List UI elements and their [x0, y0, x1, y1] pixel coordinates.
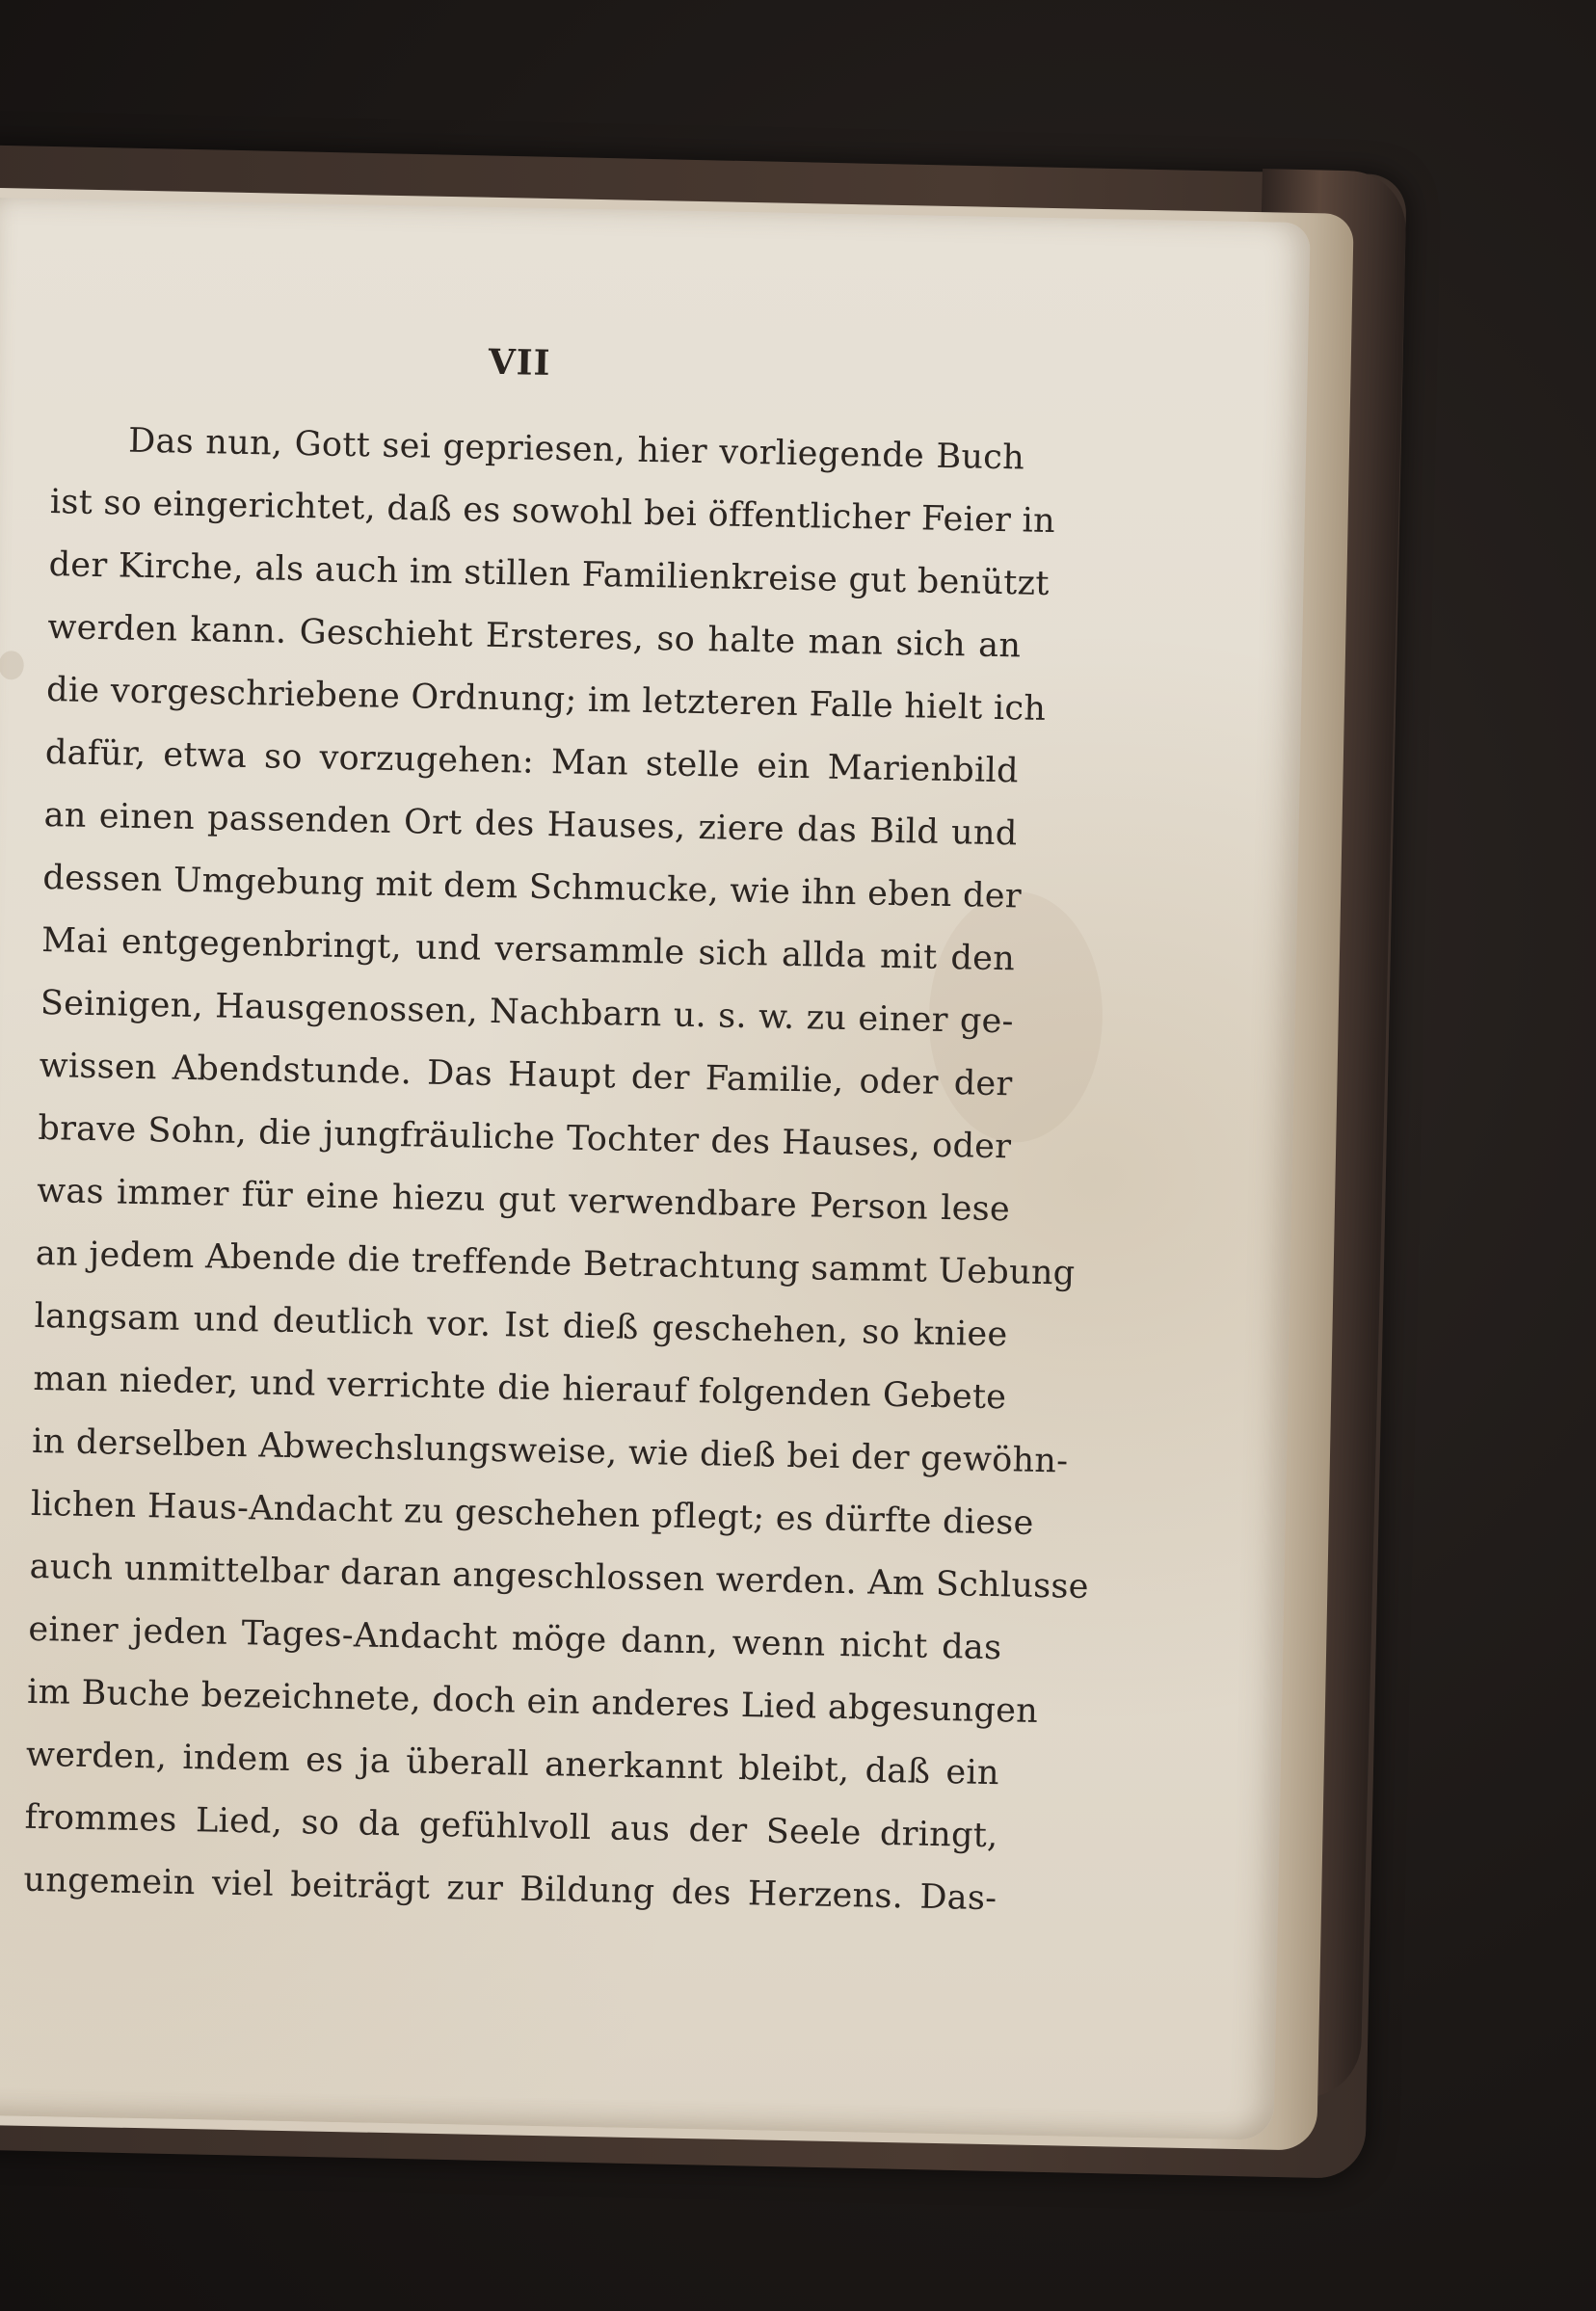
text-line: auch unmittelbar daran angeschlossen werden. Am Schlusse	[29, 1547, 1090, 1607]
text-line: die vorgeschriebene Ordnung; im letzteren Falle hielt ich	[45, 671, 1047, 729]
text-line: langsam und deutlich vor. Ist dieß geschehen, so kniee	[34, 1296, 1008, 1355]
page-stain	[0, 651, 24, 679]
text-line: im Buche bezeichnete, doch ein anderes Lied abgesungen	[26, 1672, 1039, 1731]
text-line: der Kirche, als auch im stillen Familienkreise gut benützt	[48, 545, 1051, 603]
text-line: in derselben Abwechslungsweise, wie dieß bei der gewöhn-	[31, 1421, 1069, 1481]
text-line: lichen Haus-Andacht zu geschehen pflegt; es dürfte diese	[30, 1484, 1034, 1543]
text-line: werden, indem es ja überall anerkannt bleibt, daß ein	[25, 1735, 1000, 1793]
text-line: man nieder, und verrichte die hierauf folgenden Gebete	[33, 1359, 1007, 1418]
text-line: Seinigen, Hausgenossen, Nachbarn u. s. w. zu einer ge-	[40, 983, 1015, 1042]
text-line: brave Sohn, die jungfräuliche Tochter des Hauses, oder	[38, 1108, 1012, 1167]
page-number: VII	[488, 341, 551, 384]
text-line: wissen Abendstunde. Das Haupt der Familie, oder der	[39, 1046, 1013, 1104]
text-line: ist so eingerichtet, daß es sowohl bei öffentlicher Feier in	[49, 483, 1056, 542]
text-line: Das nun, Gott sei gepriesen, hier vorliegende Buch	[127, 421, 1025, 478]
text-line: an jedem Abende die treffende Betrachtung sammt Uebung	[35, 1234, 1076, 1293]
book-page	[0, 198, 1311, 2140]
text-line: dafür, etwa so vorzugehen: Man stelle ein Marienbild	[44, 733, 1020, 791]
text-line: frommes Lied, so da gefühlvoll aus der Seele dringt,	[24, 1797, 998, 1856]
text-line: ungemein viel beiträgt zur Bildung des Herzens. Das-	[23, 1860, 998, 1919]
text-line: werden kann. Geschieht Ersteres, so halte man sich an	[47, 608, 1022, 666]
text-line: was immer für eine hiezu gut verwendbare Person lese	[36, 1171, 1011, 1230]
text-line: dessen Umgebung mit dem Schmucke, wie ihn eben der	[42, 858, 1023, 916]
body-text	[23, 409, 1090, 1930]
text-line: einer jeden Tages-Andacht möge dann, wenn nicht das	[28, 1609, 1002, 1668]
text-line: Mai entgegenbringt, und versammle sich allda mit den	[40, 920, 1016, 979]
text-line: an einen passenden Ort des Hauses, ziere das Bild und	[43, 795, 1018, 854]
